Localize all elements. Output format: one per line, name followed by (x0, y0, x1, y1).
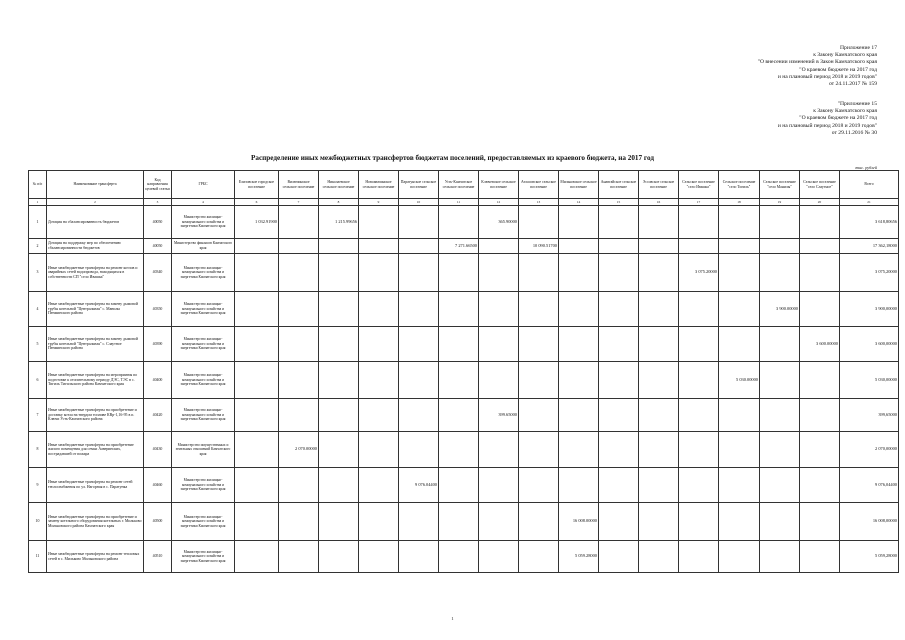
column-header: Мильковское сельское поселение (559, 171, 599, 199)
cell-val (719, 239, 760, 254)
column-header: Ключевское сельское поселение (479, 171, 519, 199)
cell-val (639, 503, 679, 541)
appendix-line: от 29.11.2016 № 30 (831, 129, 877, 136)
cell-val (279, 468, 319, 503)
cell-code: 40390 (144, 327, 172, 362)
appendix-line: и на плановый период 2018 и 2019 годов" (777, 122, 877, 129)
cell-val (479, 541, 519, 573)
table-row (29, 327, 899, 362)
column-header: Усть-Камчатское сельское поселение (439, 171, 479, 199)
cell-val (439, 399, 479, 432)
cell-val (599, 254, 639, 292)
cell-val (319, 327, 359, 362)
cell-grbs: Министерство имущественных и земельных отношений Камчатского края (172, 432, 235, 468)
column-number: 19 (760, 199, 800, 206)
cell-val (719, 327, 760, 362)
cell-val (235, 432, 279, 468)
cell-val (639, 327, 679, 362)
cell-code: 40050 (144, 239, 172, 254)
cell-val (599, 327, 639, 362)
cell-val (519, 468, 559, 503)
cell-val (719, 503, 760, 541)
cell-code: 40430 (144, 432, 172, 468)
cell-no: 5 (29, 327, 47, 362)
cell-val (279, 503, 319, 541)
cell-val (399, 292, 439, 327)
cell-grbs: Министерство финансов Камчатского края (172, 239, 235, 254)
cell-val (359, 362, 399, 399)
cell-val (399, 206, 439, 239)
cell-val (679, 503, 719, 541)
cell-name: Иные межбюджетные трансферты на ремонт сетей теплоснабжения по ул. Нагорная в с. Паратунка (47, 468, 144, 503)
cell-val (359, 468, 399, 503)
cell-val: 3 600.00000 (800, 327, 840, 362)
cell-val (279, 206, 319, 239)
column-header: Сельское поселение "село Слаутное" (800, 171, 840, 199)
cell-val (235, 503, 279, 541)
cell-val (679, 327, 719, 362)
cell-val (639, 206, 679, 239)
column-number: 20 (800, 199, 840, 206)
cell-val (359, 541, 399, 573)
cell-val (439, 468, 479, 503)
cell-val: 1 032.91900 (235, 206, 279, 239)
cell-val (519, 327, 559, 362)
cell-val (760, 362, 800, 399)
page-number: 1 (451, 616, 454, 621)
document-title: Распределение иных межбюджетных трансфертов бюджетам поселений, предоставляемых из краевого бюджета, на 2017 год (250, 154, 655, 162)
cell-val (319, 399, 359, 432)
cell-val (479, 292, 519, 327)
cell-code: 40350 (144, 292, 172, 327)
cell-val (679, 239, 719, 254)
cell-val (479, 362, 519, 399)
appendix-line: "О краевом бюджете на 2017 год (799, 115, 877, 122)
cell-val (439, 541, 479, 573)
cell-val (559, 254, 599, 292)
cell-val (639, 432, 679, 468)
cell-val (760, 206, 800, 239)
cell-val (800, 254, 840, 292)
cell-val (399, 432, 439, 468)
cell-name: Иные межбюджетные трансферты на замену дымовой трубы котельной "Центральная" с. Манилы Пенжинского района (47, 292, 144, 327)
cell-code: 40460 (144, 468, 172, 503)
cell-val (399, 399, 439, 432)
cell-val (800, 432, 840, 468)
cell-val (279, 292, 319, 327)
cell-val (279, 541, 319, 573)
cell-total: 16 008,00000 (840, 503, 899, 541)
cell-val (760, 468, 800, 503)
cell-val (599, 541, 639, 573)
cell-val: 10 090.51700 (519, 239, 559, 254)
table-row (29, 239, 899, 254)
column-number: 2 (47, 199, 144, 206)
column-header: Николаевское сельское поселение (319, 171, 359, 199)
cell-total: 3 618,80656 (840, 206, 899, 239)
cell-no: 2 (29, 239, 47, 254)
cell-val (279, 399, 319, 432)
cell-val (235, 292, 279, 327)
column-number: 8 (319, 199, 359, 206)
cell-val (559, 206, 599, 239)
cell-val: 5 059.28000 (559, 541, 599, 573)
column-number: 13 (519, 199, 559, 206)
table-row (29, 541, 899, 573)
cell-val (319, 362, 359, 399)
cell-val (800, 206, 840, 239)
cell-val: 2 070.00000 (279, 432, 319, 468)
cell-code: 40050 (144, 206, 172, 239)
column-number: 12 (479, 199, 519, 206)
cell-val: 7 271.66500 (439, 239, 479, 254)
column-number: 16 (639, 199, 679, 206)
cell-val (719, 432, 760, 468)
cell-val (800, 362, 840, 399)
cell-val (719, 468, 760, 503)
cell-grbs: Министерство жилищно-коммунального хозяйства и энергетики Камчатского края (172, 468, 235, 503)
cell-val (359, 239, 399, 254)
cell-grbs: Министерство жилищно-коммунального хозяйства и энергетики Камчатского края (172, 541, 235, 573)
cell-val (479, 327, 519, 362)
cell-name: Дотация на поддержку мер по обеспечению сбалансированности бюджетов (47, 239, 144, 254)
cell-no: 9 (29, 468, 47, 503)
cell-val (760, 432, 800, 468)
cell-val: 3 075.20000 (679, 254, 719, 292)
cell-val (800, 292, 840, 327)
column-number: 15 (599, 199, 639, 206)
column-number: 17 (679, 199, 719, 206)
cell-val (559, 432, 599, 468)
cell-val (359, 292, 399, 327)
cell-val (719, 206, 760, 239)
appendix-15-block (778, 101, 877, 137)
table-row (29, 254, 899, 292)
cell-val (599, 432, 639, 468)
cell-total: 17 362,18000 (840, 239, 899, 254)
cell-val (359, 206, 399, 239)
cell-val (599, 239, 639, 254)
cell-name: Дотация на сбалансированность бюджетов (47, 206, 144, 239)
cell-val (439, 503, 479, 541)
cell-no: 8 (29, 432, 47, 468)
appendix-line: "О краевом бюджете на 2017 год (799, 66, 877, 73)
cell-val (639, 254, 679, 292)
cell-val (679, 292, 719, 327)
table-row (29, 503, 899, 541)
cell-val (679, 399, 719, 432)
cell-val (760, 503, 800, 541)
column-number-row (29, 199, 899, 206)
cell-val (439, 206, 479, 239)
cell-val (800, 541, 840, 573)
cell-grbs: Министерство жилищно-коммунального хозяйства и энергетики Камчатского края (172, 399, 235, 432)
cell-val (319, 239, 359, 254)
table-row (29, 292, 899, 327)
cell-val (599, 468, 639, 503)
column-header: ГРБС (172, 171, 235, 199)
cell-val (639, 399, 679, 432)
cell-val (479, 432, 519, 468)
cell-val (559, 239, 599, 254)
cell-val (399, 541, 439, 573)
cell-name: Иные межбюджетные трансферты на мероприятия по подготовке к отопительному периоду ДЭС, ТЭС в с. Тигиль Тигильского района Камчатского края (47, 362, 144, 399)
cell-val (319, 468, 359, 503)
cell-val (639, 292, 679, 327)
cell-total: 5 030,00000 (840, 362, 899, 399)
column-header: Сельское поселение "село Тигиль" (719, 171, 760, 199)
cell-val (519, 292, 559, 327)
cell-grbs: Министерство жилищно-коммунального хозяйства и энергетики Камчатского края (172, 327, 235, 362)
cell-no: 10 (29, 503, 47, 541)
cell-val: 9 076.04400 (399, 468, 439, 503)
cell-val: 1 215.99656 (319, 206, 359, 239)
cell-val (760, 541, 800, 573)
column-header: Паратунское сельское поселение (399, 171, 439, 199)
column-header: Сельское поселение "село Ивашка" (679, 171, 719, 199)
cell-name: Иные межбюджетные трансферты на приобретение и замену котельного оборудования котельных г. Мильково Мильковского района Камчатского края (47, 503, 144, 541)
cell-val (479, 239, 519, 254)
cell-no: 1 (29, 206, 47, 239)
cell-val (359, 503, 399, 541)
cell-val (760, 239, 800, 254)
cell-val (235, 541, 279, 573)
cell-val (639, 239, 679, 254)
cell-val (719, 292, 760, 327)
appendix-line: "О внесении изменений в Закон Камчатского края (757, 59, 877, 66)
column-number: 21 (840, 199, 899, 206)
cell-val (359, 327, 399, 362)
cell-code: 40420 (144, 399, 172, 432)
column-number: 9 (359, 199, 399, 206)
cell-no: 3 (29, 254, 47, 292)
cell-name: Иные межбюджетные трансферты на замену дымовой трубы котельной "Центральная" с. Слаутное Пенжинского района (47, 327, 144, 362)
table-row (29, 468, 899, 503)
cell-val (319, 541, 359, 573)
cell-no: 4 (29, 292, 47, 327)
table-row (29, 432, 899, 468)
cell-name: Иные межбюджетные трансферты на приобретение и доставку котла на твердом топливе КВр-1,16-95 в п. Ключи Усть-Камчатского района (47, 399, 144, 432)
cell-val (399, 239, 439, 254)
cell-val (235, 468, 279, 503)
column-number: 11 (439, 199, 479, 206)
cell-val (319, 432, 359, 468)
cell-val (399, 327, 439, 362)
cell-val: 365.90000 (479, 206, 519, 239)
cell-val (800, 468, 840, 503)
cell-val (800, 503, 840, 541)
cell-val (319, 254, 359, 292)
column-number: 7 (279, 199, 319, 206)
cell-val (359, 432, 399, 468)
column-number: 18 (719, 199, 760, 206)
cell-grbs: Министерство жилищно-коммунального хозяйства и энергетики Камчатского края (172, 292, 235, 327)
table-row (29, 362, 899, 399)
cell-val (719, 399, 760, 432)
column-number: 10 (399, 199, 439, 206)
cell-total: 3 600,00000 (840, 327, 899, 362)
cell-name: Иные межбюджетные трансферты на ремонт тепловых сетей в с. Мильково Мильковского района (47, 541, 144, 573)
cell-total: 399,65000 (840, 399, 899, 432)
column-header: Атласовское сельское поселение (519, 171, 559, 199)
cell-total: 3 075,20000 (840, 254, 899, 292)
cell-val (559, 327, 599, 362)
cell-val (639, 541, 679, 573)
cell-val (519, 206, 559, 239)
cell-val (479, 503, 519, 541)
cell-val (519, 362, 559, 399)
cell-val (679, 468, 719, 503)
cell-val: 16 008.00000 (559, 503, 599, 541)
cell-name: Иные межбюджетные трансферты на ремонт котлов и аварийных сетей водопровода, находящихся в собственности СП "село Ивашка" (47, 254, 144, 292)
appendix-line: к Закону Камчатского края (813, 52, 877, 59)
cell-val (639, 468, 679, 503)
cell-val (359, 254, 399, 292)
cell-val (439, 327, 479, 362)
cell-val (519, 432, 559, 468)
cell-val (599, 399, 639, 432)
cell-grbs: Министерство жилищно-коммунального хозяйства и энергетики Камчатского края (172, 206, 235, 239)
appendix-line: "Приложение 15 (837, 101, 877, 107)
column-header: № п/п (29, 171, 47, 199)
cell-val (279, 239, 319, 254)
column-header: Наименование трансферта (47, 171, 144, 199)
cell-total: 2 070,00000 (840, 432, 899, 468)
cell-val (235, 399, 279, 432)
column-header: Эссовское сельское поселение (639, 171, 679, 199)
cell-val (599, 362, 639, 399)
cell-total: 9 076,04400 (840, 468, 899, 503)
appendix-line: от 24.11.2017 № 159 (828, 81, 877, 88)
cell-val: 5 030.00000 (719, 362, 760, 399)
cell-val: 3 900.00000 (760, 292, 800, 327)
cell-val (559, 362, 599, 399)
cell-val (319, 503, 359, 541)
cell-no: 11 (29, 541, 47, 573)
cell-val (439, 432, 479, 468)
cell-val (279, 327, 319, 362)
cell-total: 5 059,28000 (840, 541, 899, 573)
cell-val (599, 292, 639, 327)
cell-grbs: Министерство жилищно-коммунального хозяйства и энергетики Камчатского края (172, 362, 235, 399)
unit-label: тыс. рублей (855, 165, 877, 170)
table-header-row (29, 171, 899, 199)
cell-val (319, 292, 359, 327)
cell-val (559, 468, 599, 503)
cell-val (359, 399, 399, 432)
cell-val (559, 399, 599, 432)
cell-val (519, 254, 559, 292)
cell-val (639, 362, 679, 399)
column-number: 3 (144, 199, 172, 206)
cell-val (399, 362, 439, 399)
cell-code: 40510 (144, 541, 172, 573)
cell-val (719, 541, 760, 573)
cell-no: 7 (29, 399, 47, 432)
cell-val (519, 503, 559, 541)
appendix-17-block (758, 45, 877, 88)
column-number: 14 (559, 199, 599, 206)
cell-val (760, 254, 800, 292)
cell-val (800, 239, 840, 254)
column-header: Новоавачинское сельское поселение (359, 171, 399, 199)
cell-val: 399.65000 (479, 399, 519, 432)
cell-val (235, 254, 279, 292)
column-number: 4 (172, 199, 235, 206)
column-header: Елизовское городское поселение (235, 171, 279, 199)
cell-val (235, 327, 279, 362)
cell-val (519, 541, 559, 573)
column-header: Анавгайское сельское поселение (599, 171, 639, 199)
cell-val (679, 362, 719, 399)
column-header: Вилючинское сельское поселение (279, 171, 319, 199)
cell-val (235, 239, 279, 254)
appendix-line: к Закону Камчатского края (813, 108, 877, 115)
cell-val (279, 254, 319, 292)
cell-val (439, 292, 479, 327)
table-row (29, 399, 899, 432)
cell-val (760, 399, 800, 432)
cell-grbs: Министерство жилищно-коммунального хозяйства и энергетики Камчатского края (172, 503, 235, 541)
column-header: Код направления целевой статьи (144, 171, 172, 199)
cell-val (279, 362, 319, 399)
column-number: 6 (235, 199, 279, 206)
cell-val (519, 399, 559, 432)
cell-code: 40500 (144, 503, 172, 541)
cell-val (679, 541, 719, 573)
cell-name: Иные межбюджетные трансферты на приобретение жилого помещения для семьи Ааверинских, пострадавшей от пожара (47, 432, 144, 468)
cell-no: 6 (29, 362, 47, 399)
cell-val (599, 503, 639, 541)
cell-val (399, 503, 439, 541)
cell-val (439, 254, 479, 292)
cell-val (800, 399, 840, 432)
cell-val (399, 254, 439, 292)
cell-val (679, 206, 719, 239)
cell-val (559, 292, 599, 327)
appendix-line: Приложение 17 (839, 45, 877, 51)
cell-val (479, 254, 519, 292)
cell-val (760, 327, 800, 362)
cell-code: 40400 (144, 362, 172, 399)
cell-val (599, 206, 639, 239)
column-number: 1 (29, 199, 47, 206)
cell-val (479, 468, 519, 503)
appendix-line: и на плановый период 2018 и 2019 годов" (777, 73, 877, 80)
cell-val (719, 254, 760, 292)
cell-val (235, 362, 279, 399)
cell-val (439, 362, 479, 399)
cell-code: 40340 (144, 254, 172, 292)
transfers-table (28, 170, 899, 573)
cell-total: 3 900,00000 (840, 292, 899, 327)
column-header: Сельское поселение "село Манилы" (760, 171, 800, 199)
column-header: Всего (840, 171, 899, 199)
cell-grbs: Министерство жилищно-коммунального хозяйства и энергетики Камчатского края (172, 254, 235, 292)
cell-val (679, 432, 719, 468)
table-row (29, 206, 899, 239)
